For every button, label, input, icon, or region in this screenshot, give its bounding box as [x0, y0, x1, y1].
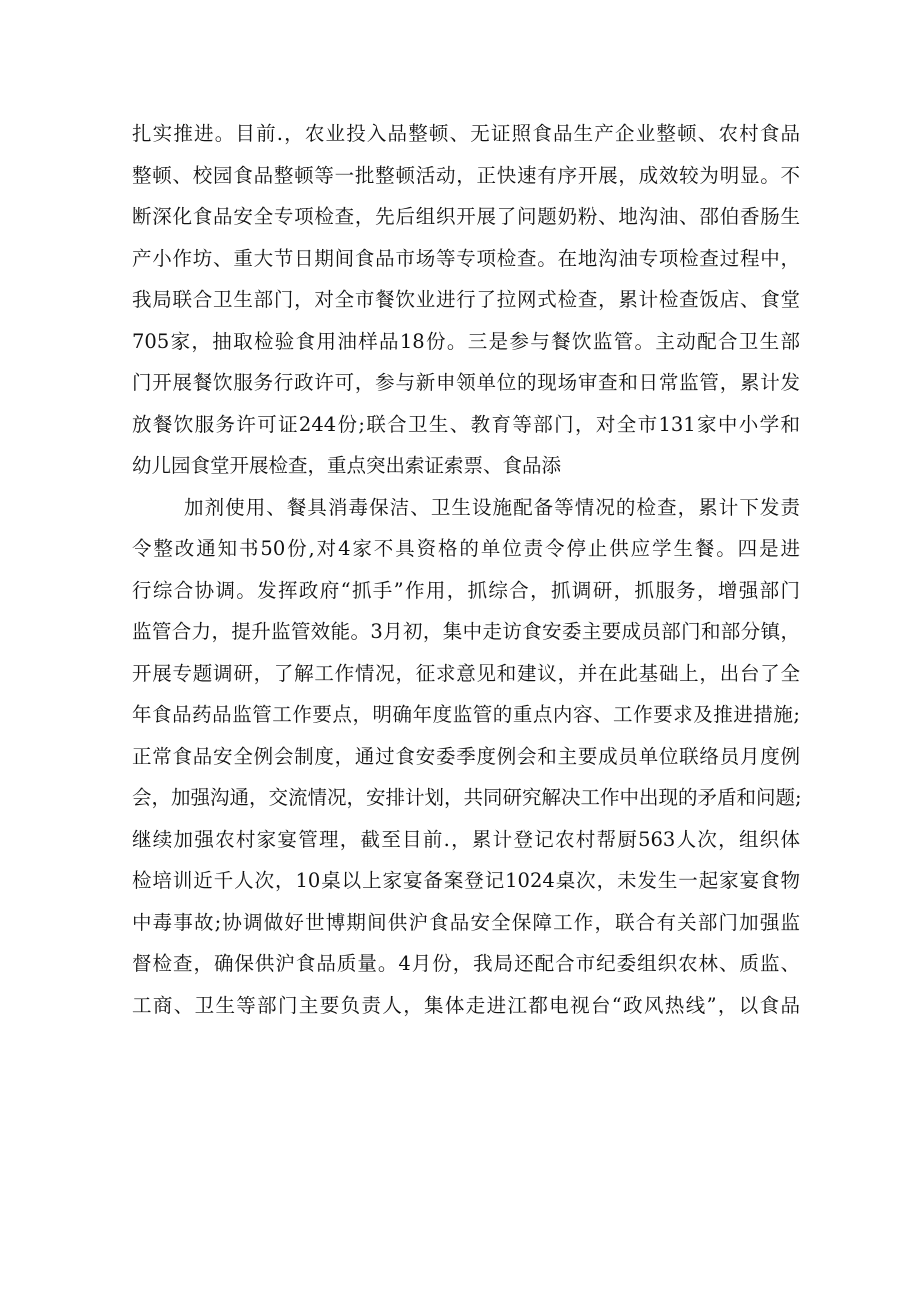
- paragraph-2: [132, 487, 800, 1027]
- text-line: 中毒事故;协调做好世博期间供沪食品安全保障工作，联合有关部门加强监: [132, 910, 800, 934]
- text-line: 断深化食品安全专项检查，先后组织开展了问题奶粉、地沟油、邵伯香肠生: [132, 205, 800, 228]
- text-line: 开展专题调研，了解工作情况，征求意见和建议，并在此基础上，出台了全: [132, 661, 800, 685]
- body-text: [132, 113, 800, 1026]
- text-line: 放餐饮服务许可证244份;联合卫生、教育等部门，对全市131家中小学和: [132, 412, 800, 436]
- text-line: 年食品药品监管工作要点，明确年度监管的重点内容、工作要求及推进措施;: [132, 703, 800, 726]
- text-line: 会，加强沟通，交流情况，安排计划，共同研究解决工作中出现的矛盾和问题;: [132, 786, 802, 809]
- text-line: 705家，抽取检验食用油样品18份。三是参与餐饮监管。主动配合卫生部: [132, 329, 800, 353]
- text-line: 工商、卫生等部门主要负责人，集体走进江都电视台“政风热线”，以食品: [132, 993, 800, 1017]
- paragraph-1: [132, 113, 800, 487]
- text-line: 幼儿园食堂开展检查，重点突出索证索票、食品添: [132, 454, 562, 477]
- text-line: 我局联合卫生部门，对全市餐饮业进行了拉网式检查，累计检查饭店、食堂: [132, 288, 800, 311]
- text-line: 令整改通知书50份,对4家不具资格的单位责令停止供应学生餐。四是进: [132, 537, 800, 560]
- text-line: 督检查，确保供沪食品质量。4月份，我局还配合市纪委组织农林、质监、: [132, 952, 800, 975]
- text-line: 监管合力，提升监管效能。3月初，集中走访食安委主要成员部门和部分镇，: [132, 620, 800, 643]
- text-line: 门开展餐饮服务行政许可，参与新申领单位的现场审查和日常监管，累计发: [132, 371, 800, 394]
- text-line: 检培训近千人次，10桌以上家宴备案登记1024桌次，未发生一起家宴食物: [132, 869, 800, 892]
- text-line: 继续加强农村家宴管理，截至目前.，累计登记农村帮厨563人次，组织体: [132, 827, 800, 851]
- text-line: 整顿、校园食品整顿等一批整顿活动，正快速有序开展，成效较为明显。不: [132, 163, 800, 187]
- text-line: 产小作坊、重大节日期间食品市场等专项检查。在地沟油专项检查过程中，: [132, 246, 800, 270]
- text-line: 行综合协调。发挥政府“抓手”作用，抓综合，抓调研，抓服务，增强部门: [132, 578, 800, 602]
- text-line: 扎实推进。目前.，农业投入品整顿、无证照食品生产企业整顿、农村食品: [132, 122, 800, 145]
- text-line: 正常食品安全例会制度，通过食安委季度例会和主要成员单位联络员月度例: [132, 744, 800, 768]
- text-line: 加剂使用、餐具消毒保洁、卫生设施配备等情况的检查，累计下发责: [184, 495, 800, 519]
